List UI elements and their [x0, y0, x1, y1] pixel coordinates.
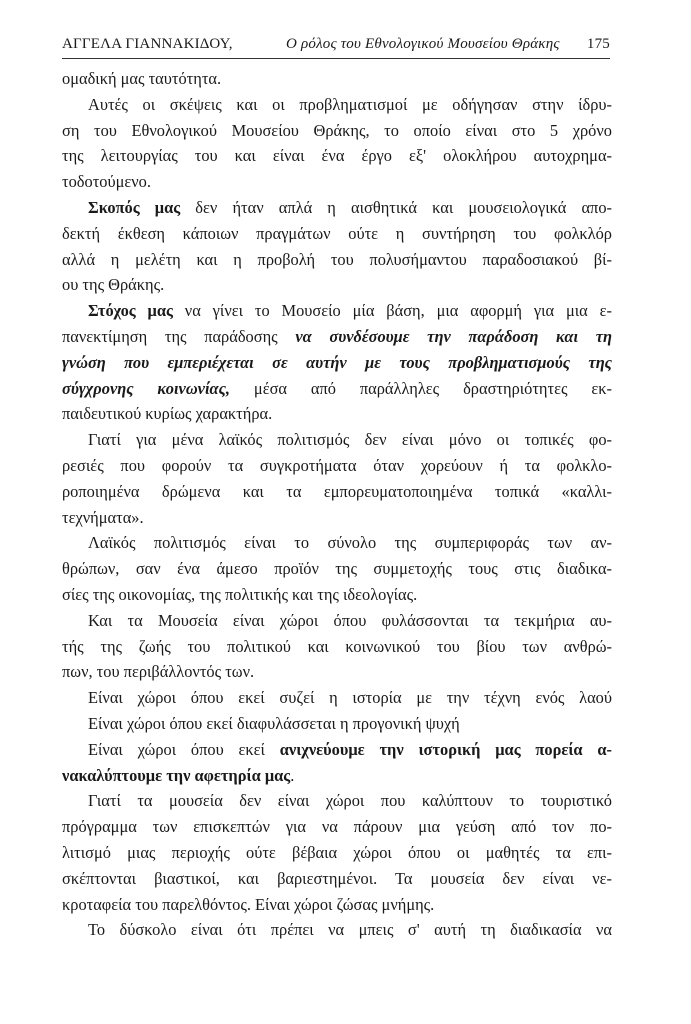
text-segment: τεχνήματα».	[62, 507, 144, 527]
text-line	[62, 66, 612, 92]
text-segment: της λειτουργίας του και είναι ένα έργο εξ' ολοκλήρου αυτοχρημα-	[62, 146, 612, 166]
text-segment: Αυτές οι σκέψεις και οι προβληματισμοί με οδήγησαν στην ίδρυ-	[88, 94, 612, 114]
text-line	[62, 118, 612, 144]
text-segment: ου της Θράκης.	[62, 275, 165, 295]
text-segment: σίες της οικονομίας, της πολιτικής και της ιδεολογίας.	[62, 584, 418, 604]
text-line	[62, 169, 612, 195]
text-segment: δεκτή έκθεση κάποιων πραγμάτων ούτε η συντήρηση του φολκλόρ	[62, 223, 612, 243]
text-line	[62, 892, 612, 918]
emphasized-text: να συνδέσουμε την παράδοση και τη	[295, 326, 612, 346]
text-segment: τής της ζωής του πολιτικού και κοινωνικού του βίου των ανθρώ-	[62, 636, 612, 656]
text-segment: Λαϊκός πολιτισμός είναι το σύνολο της συμπεριφοράς των αν-	[88, 533, 612, 553]
text-line	[62, 376, 612, 402]
text-line	[62, 582, 612, 608]
text-segment: λιτισμό μιας περιοχής ούτε βέβαια χώροι όπου οι μαθητές τα επι-	[62, 842, 612, 862]
text-line	[88, 917, 612, 943]
text-segment: πων, του περιβάλλοντός των.	[62, 662, 255, 682]
text-segment: ση του Εθνολογικού Μουσείου Θράκης, το οποίο είναι στο 5 χρόνο	[62, 120, 612, 140]
text-line	[62, 814, 612, 840]
text-line	[88, 530, 612, 556]
text-line	[88, 711, 612, 737]
text-line	[88, 92, 612, 118]
text-segment: ροποιημένα δρώμενα και τα εμπορευματοποιημένα τοπικά «καλλι-	[62, 481, 612, 501]
text-segment: Γιατί τα μουσεία δεν είναι χώροι που καλύπτουν το τουριστικό	[88, 791, 612, 811]
text-segment: πανεκτίμηση της παράδοσης	[62, 326, 296, 346]
text-line	[62, 453, 612, 479]
text-line	[62, 350, 612, 376]
text-line	[62, 247, 612, 273]
text-line	[62, 505, 612, 531]
text-line	[88, 788, 612, 814]
text-line	[62, 763, 612, 789]
text-line	[62, 143, 612, 169]
text-line	[88, 608, 612, 634]
text-segment: παιδευτικού κυρίως χαρακτήρα.	[62, 404, 273, 424]
emphasized-text: ανιχνεύουμε την ιστορική μας πορεία α-	[279, 739, 612, 759]
text-segment: να γίνει το Μουσείο μία βάση, μια αφορμή για μια ε-	[172, 301, 612, 321]
text-line	[88, 195, 612, 221]
text-segment: Είναι χώροι όπου εκεί συζεί η ιστορία με την τέχνη ενός λαού	[88, 688, 612, 708]
text-line	[62, 866, 612, 892]
text-segment: κροταφεία του παρελθόντος. Είναι χώροι ζώσας μνήμης.	[62, 894, 435, 914]
text-segment: Είναι χώροι όπου εκεί διαφυλάσσεται η προγονική ψυχή	[88, 713, 460, 733]
text-segment: Το δύσκολο είναι ότι πρέπει να μπεις σ' αυτή τη διαδικασία να	[88, 920, 612, 940]
header-title: Ο ρόλος του Εθνολογικού Μουσείου Θράκης	[286, 36, 560, 52]
emphasized-text: Στόχος μας	[88, 301, 173, 321]
text-line	[62, 324, 612, 350]
text-segment: Είναι χώροι όπου εκεί	[88, 739, 280, 759]
text-segment: πρόγραμμα των επισκεπτών για να πάρουν μια γεύση από τον πο-	[62, 817, 612, 837]
text-segment: θρώπων, σαν ένα άμεσο προϊόν της συμμετοχής τους στις διαδικα-	[62, 559, 612, 579]
text-line	[62, 272, 612, 298]
text-line	[62, 634, 612, 660]
text-segment: ομαδική μας ταυτότητα.	[62, 69, 222, 88]
text-segment: μέσα από παράλληλες δραστηριότητες εκ-	[229, 378, 612, 398]
text-line	[62, 659, 612, 685]
text-segment: Γιατί για μένα λαϊκός πολιτισμός δεν είναι μόνο οι τοπικές φο-	[88, 430, 612, 450]
emphasized-text: Σκοπός μας	[88, 197, 181, 217]
header-author: ΑΓΓΕΛΑ ΓΙΑΝΝΑΚΙΔΟΥ,	[62, 36, 233, 52]
text-segment: αλλά η μελέτη και η προβολή του πολυσήμαντου παραδοσιακού βί-	[62, 249, 612, 269]
text-line	[62, 221, 612, 247]
text-segment: σκέπτονται βιαστικοί, και βαριεστημένοι. Τα μουσεία δεν είναι νε-	[62, 868, 612, 888]
text-line	[62, 556, 612, 582]
text-segment: τοδοτούμενο.	[62, 172, 151, 192]
body-text	[62, 66, 612, 943]
text-line	[62, 840, 612, 866]
text-segment: δεν ήταν απλά η αισθητικά και μουσειολογικά απο-	[180, 197, 612, 217]
text-line	[62, 401, 612, 427]
text-line	[88, 427, 612, 453]
page-number: 175	[586, 36, 610, 52]
text-segment: .	[290, 765, 295, 785]
text-segment: ρεσιές που φορούν τα συγκροτήματα όταν χορεύουν ή τα φολκλο-	[62, 455, 612, 475]
header-rule	[62, 58, 610, 59]
text-line	[88, 685, 612, 711]
text-segment: Και τα Μουσεία είναι χώροι όπου φυλάσσονται τα τεκμήρια αυ-	[88, 610, 612, 630]
text-line	[88, 298, 612, 324]
emphasized-text: σύγχρονης κοινωνίας,	[62, 378, 230, 398]
text-line	[62, 479, 612, 505]
emphasized-text: νακαλύπτουμε την αφετηρία μας	[62, 765, 291, 785]
text-line	[88, 737, 612, 763]
emphasized-text: γνώση που εμπεριέχεται σε αυτήν με τους προβληματισμούς της	[62, 352, 612, 372]
